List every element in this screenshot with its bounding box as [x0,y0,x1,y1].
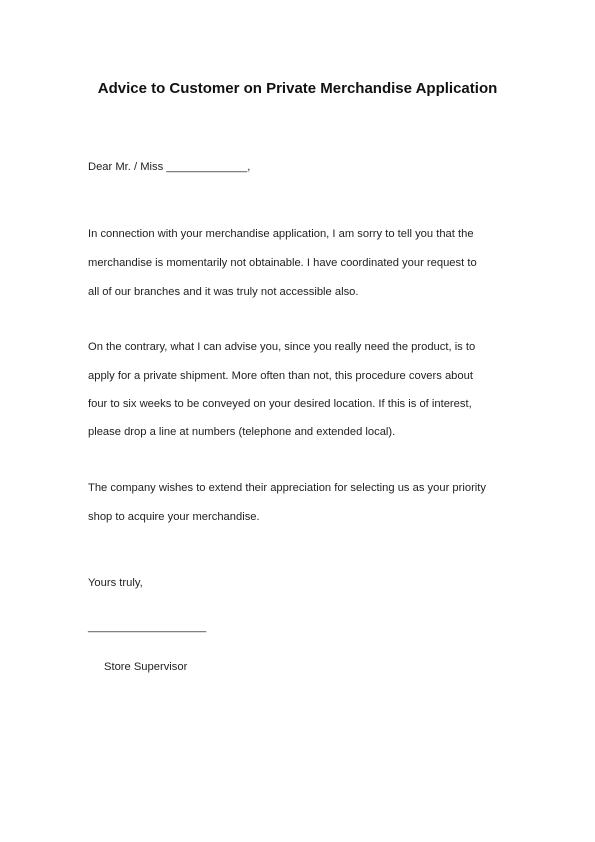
paragraph-1-line-3: all of our branches and it was truly not accessible also. [88,286,359,298]
paragraph-1-line-2: merchandise is momentarily not obtainable. I have coordinated your request to [88,257,477,269]
salutation: Dear Mr. / Miss _____________, [88,161,251,173]
signer-title: Store Supervisor [104,661,188,673]
paragraph-2-line-3: four to six weeks to be conveyed on your desired location. If this is of interest, [88,398,472,410]
paragraph-2-line-4: please drop a line at numbers (telephone and extended local). [88,426,396,438]
signature-line: ___________________ [88,621,207,633]
paragraph-3-line-1: The company wishes to extend their appreciation for selecting us as your priority [88,482,486,494]
paragraph-2-line-1: On the contrary, what I can advise you, since you really need the product, is to [88,341,476,353]
document-title: Advice to Customer on Private Merchandise Application [97,80,498,97]
paragraph-3-line-2: shop to acquire your merchandise. [88,511,260,523]
paragraph-2-line-2: apply for a private shipment. More often than not, this procedure covers about [88,370,473,382]
paragraph-1-line-1: In connection with your merchandise application, I am sorry to tell you that the [88,228,474,240]
closing: Yours truly, [88,577,143,589]
